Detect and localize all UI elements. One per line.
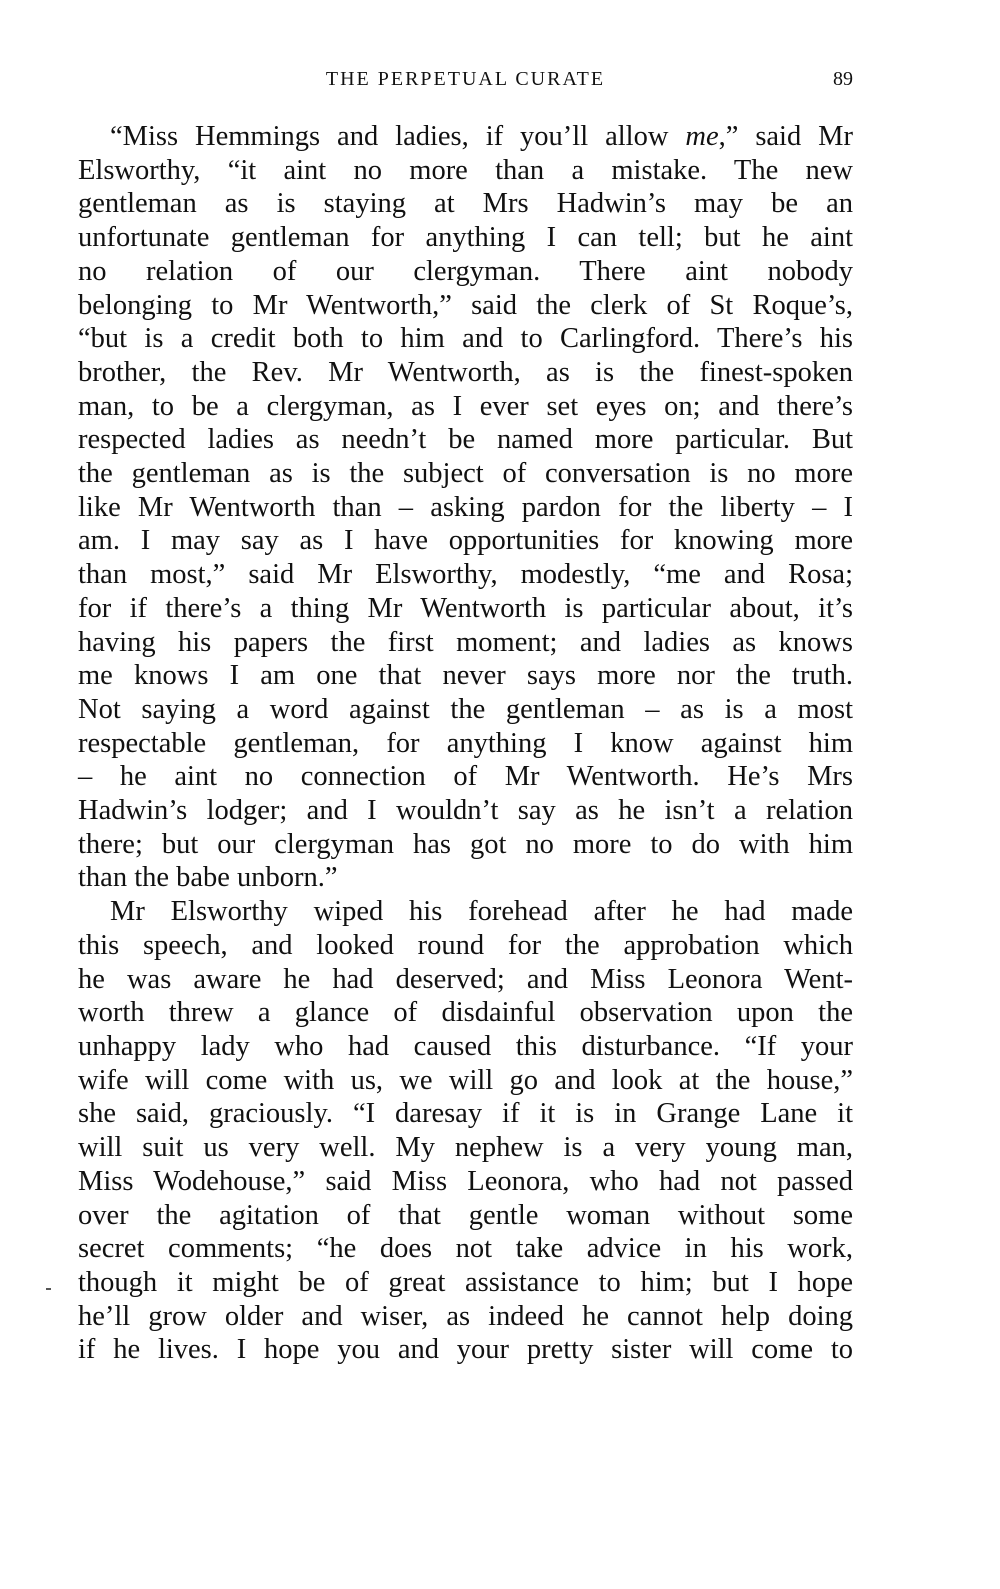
text-line: “but is a credit both to him and to Carlingford. There’s his [78,323,853,355]
text-line: “Miss Hemmings and ladies, if you’ll allow me,” said Mr [110,121,854,152]
text-line: like Mr Wentworth than – asking pardon for the liberty – I [78,491,853,523]
text-line: unfortunate gentleman for anything I can tell; but he aint [78,222,853,254]
margin-mark [46,1288,51,1290]
text-line: for if there’s a thing Mr Wentworth is particular about, it’s [78,592,853,624]
running-head [78,64,853,100]
text-line: will suit us very well. My nephew is a very young man, [78,1132,853,1164]
paragraph-1 [78,120,853,895]
body-text [78,120,853,1367]
text-line: Hadwin’s lodger; and I wouldn’t say as he isn’t a relation [78,795,853,827]
text-line: brother, the Rev. Mr Wentworth, as is the finest-spoken [78,356,853,388]
text-line: he was aware he had deserved; and Miss Leonora Went- [78,963,853,995]
paragraph-2 [78,895,853,1367]
text-line: am. I may say as I have opportunities for knowing more [78,525,853,557]
text-line: secret comments; “he does not take advice in his work, [78,1233,853,1265]
text-line: if he lives. I hope you and your pretty sister will come to [78,1334,853,1366]
text-line: unhappy lady who had caused this disturbance. “If your [78,1030,853,1062]
text-line: Not saying a word against the gentleman – as is a most [78,693,853,725]
text-line: Miss Wodehouse,” said Miss Leonora, who had not passed [78,1165,853,1197]
text-line: this speech, and looked round for the approbation which [78,929,853,961]
text-line: the gentleman as is the subject of conversation is no more [78,458,853,490]
text-line: man, to be a clergyman, as I ever set eyes on; and there’s [78,390,853,422]
text-line: though it might be of great assistance to him; but I hope [78,1266,853,1298]
text-line: Elsworthy, “it aint no more than a mistake. The new [78,154,853,186]
text-line: having his papers the first moment; and ladies as knows [78,626,853,658]
text-line: respected ladies as needn’t be named more particular. But [78,424,853,456]
text-line: there; but our clergyman has got no more to do with him [78,828,853,860]
text-line: belonging to Mr Wentworth,” said the clerk of St Roque’s, [78,289,853,321]
page-number: 89 [833,68,853,90]
text-line: than most,” said Mr Elsworthy, modestly, “me and Rosa; [78,559,853,591]
running-head-title: THE PERPETUAL CURATE [325,68,606,90]
text-line: respectable gentleman, for anything I know against him [78,727,853,759]
text-line: me knows I am one that never says more nor the truth. [78,660,853,692]
text-line: over the agitation of that gentle woman without some [78,1199,853,1231]
text-line: he’ll grow older and wiser, as indeed he cannot help doing [78,1300,853,1332]
text-line: no relation of our clergyman. There aint nobody [78,255,853,287]
text-line: than the babe unborn.” [78,862,338,894]
text-line: wife will come with us, we will go and look at the house,” [78,1064,853,1096]
text-line: worth threw a glance of disdainful observation upon the [78,997,853,1029]
text-line: Mr Elsworthy wiped his forehead after he had made [110,896,853,928]
text-line: gentleman as is staying at Mrs Hadwin’s may be an [78,188,853,220]
text-line: – he aint no connection of Mr Wentworth. He’s Mrs [78,761,853,793]
text-line: she said, graciously. “I daresay if it is in Grange Lane it [78,1098,853,1130]
book-page [78,64,853,1367]
